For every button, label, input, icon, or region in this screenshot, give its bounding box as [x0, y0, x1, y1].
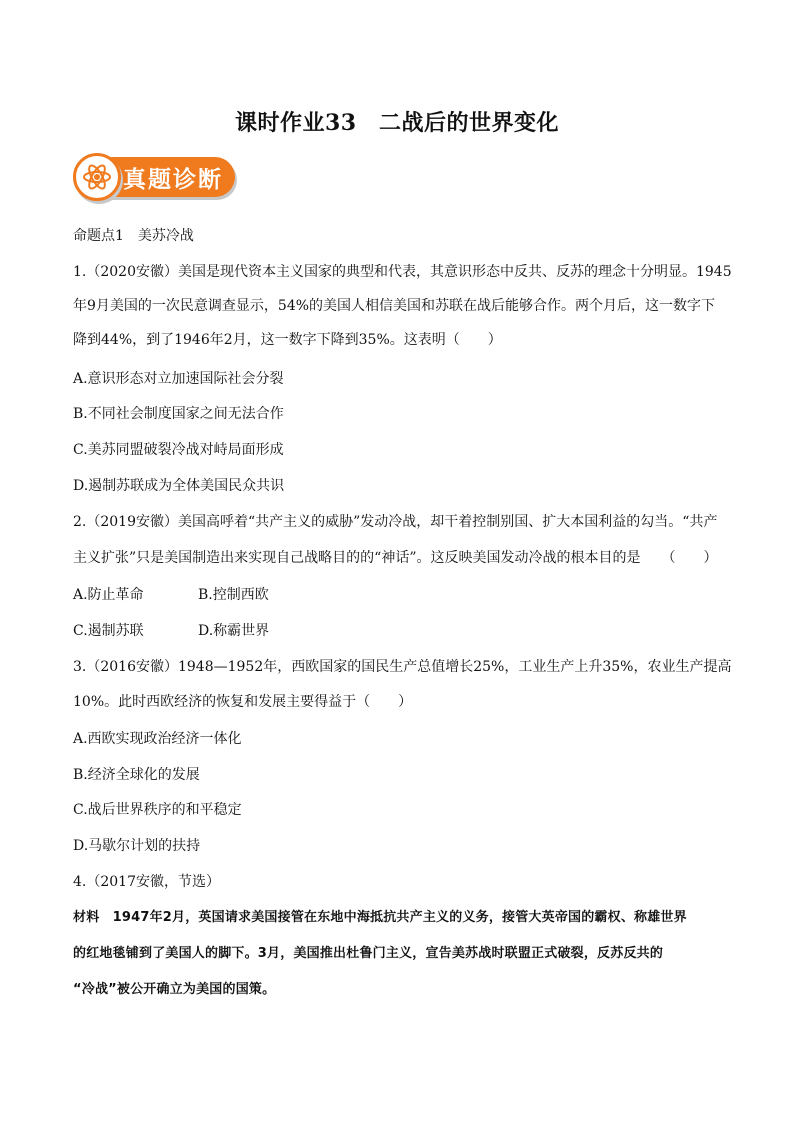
q3-option-c: C.战后世界秩序的和平稳定 [73, 802, 242, 818]
q2-option-c: C.遏制苏联 [73, 623, 144, 639]
q1-line-2: 年9月美国的一次民意调查显示，54%的美国人相信美国和苏联在战后能够合作。两个月后，这一数字下 [73, 298, 716, 314]
q4-material-line-1: 材料 1947年2月，英国请求美国接管在东地中海抵抗共产主义的义务，接管大英帝国的霸权、称雄世界 [73, 910, 687, 925]
q1-line-1: 1.（2020安徽）美国是现代资本主义国家的典型和代表，其意识形态中反共、反苏的理念十分明显。1945 [73, 264, 732, 280]
q4-material-line-3: “冷战”被公开确立为美国的国策。 [73, 982, 276, 997]
q4-material-line-2: 的红地毯铺到了美国人的脚下。3月，美国推出杜鲁门主义，宣告美苏战时联盟正式破裂，反苏反共的 [73, 946, 664, 961]
page-title: 课时作业33 二战后的世界变化 [234, 110, 560, 136]
banner-icon-circle [73, 153, 121, 201]
banner-label: 真题诊断 [123, 166, 223, 193]
section-banner [73, 153, 239, 203]
section-heading: 命题点1 美苏冷战 [73, 228, 194, 244]
q2-option-d: D.称霸世界 [198, 623, 270, 639]
q3-line-1: 3.（2016安徽）1948—1952年，西欧国家的国民生产总值增长25%，工业生产上升35%，农业生产提高 [73, 659, 732, 675]
q3-option-d: D.马歇尔计划的扶持 [73, 838, 201, 854]
q1-option-c: C.美苏同盟破裂冷战对峙局面形成 [73, 442, 284, 458]
q2-line-2: 主义扩张”只是美国制造出来实现自己战略目的的“神话”。这反映美国发动冷战的根本目的是 （ ） [73, 550, 718, 566]
q1-option-b: B.不同社会制度国家之间无法合作 [73, 406, 284, 422]
q2-option-b: B.控制西欧 [198, 587, 269, 603]
q3-option-b: B.经济全球化的发展 [73, 767, 200, 783]
q4-header: 4.（2017安徽，节选） [73, 874, 220, 890]
q1-line-3: 降到44%，到了1946年2月，这一数字下降到35%。这表明（ ） [73, 332, 502, 348]
q2-line-1: 2.（2019安徽）美国高呼着“共产主义的威胁”发动冷战，却干着控制别国、扩大本国利益的勾当。“共产 [73, 514, 718, 530]
q2-option-a: A.防止革命 [73, 587, 144, 603]
atom-icon [82, 162, 112, 192]
q1-option-a: A.意识形态对立加速国际社会分裂 [73, 371, 284, 387]
q3-option-a: A.西欧实现政治经济一体化 [73, 731, 242, 747]
q3-line-2: 10%。此时西欧经济的恢复和发展主要得益于（ ） [73, 694, 413, 710]
q1-option-d: D.遏制苏联成为全体美国民众共识 [73, 478, 285, 494]
